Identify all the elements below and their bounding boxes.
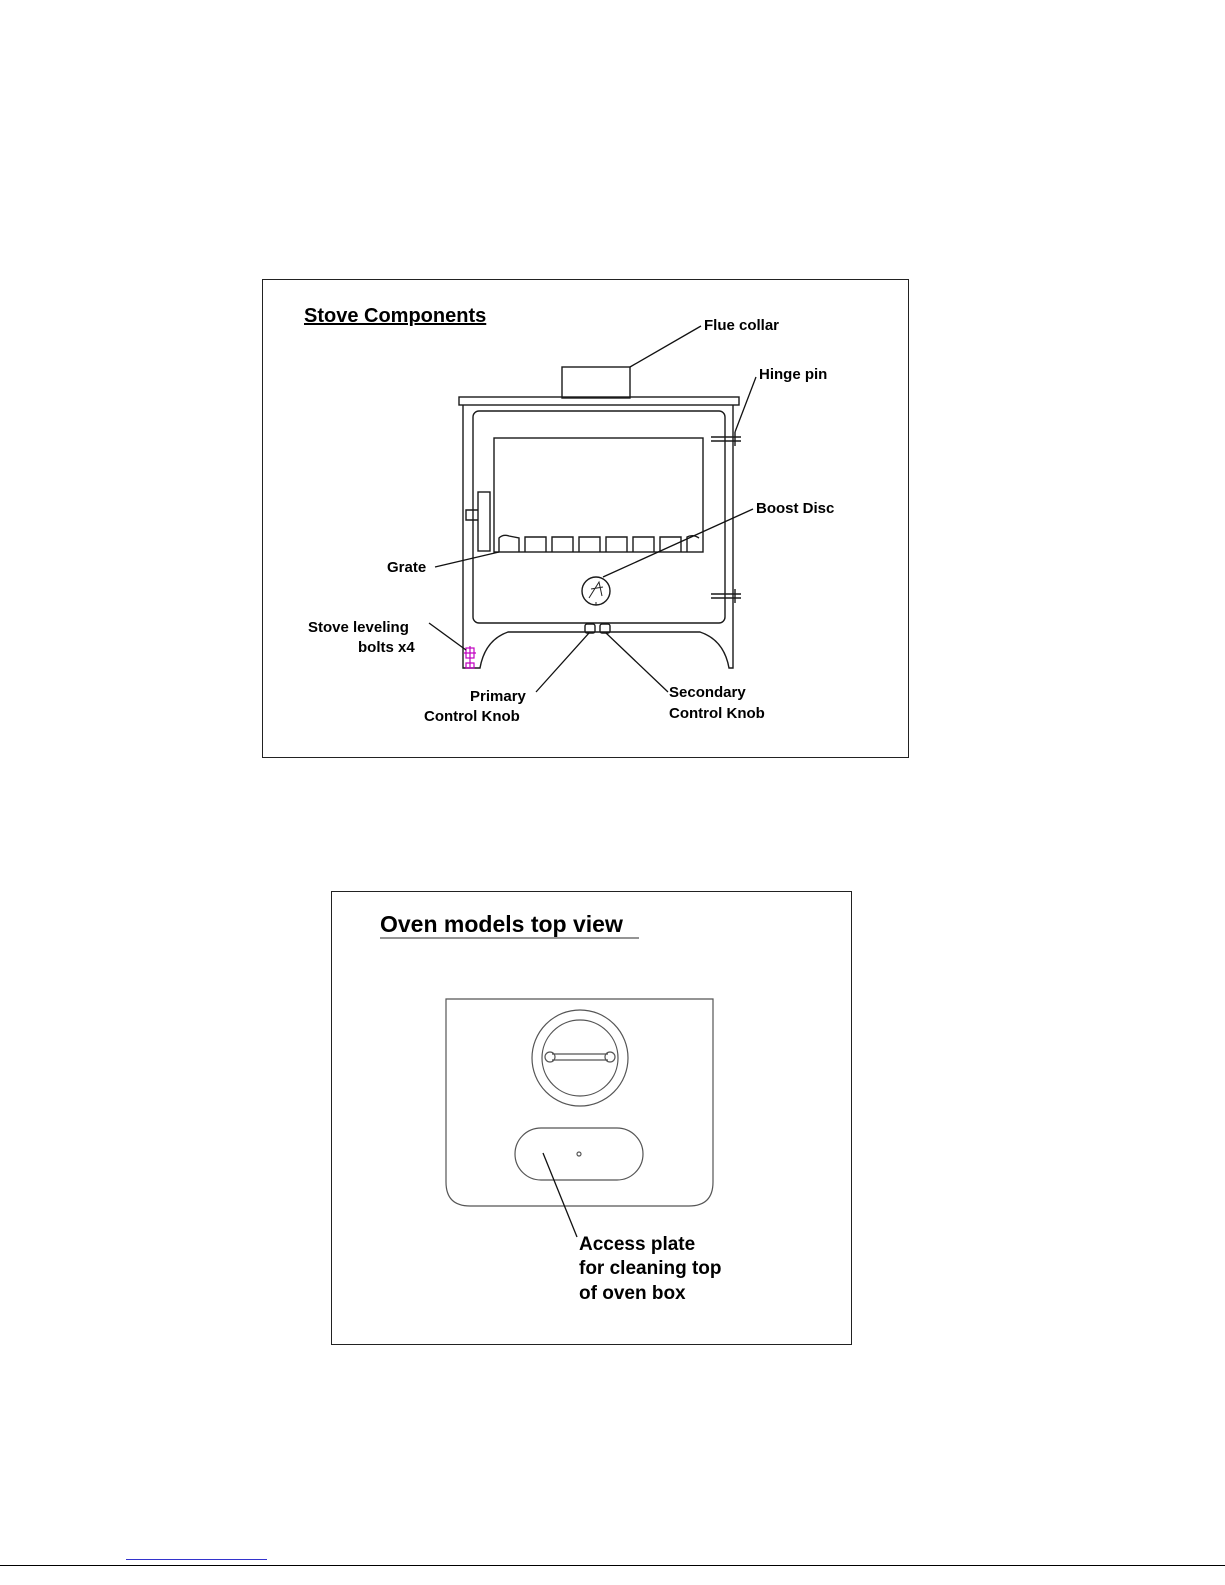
door-handle xyxy=(478,492,490,551)
door-glass xyxy=(494,438,703,552)
boost-disc-label: Boost Disc xyxy=(756,500,835,517)
oven-top-diagram xyxy=(332,892,853,1346)
access-plate-label-line3: of oven box xyxy=(579,1283,686,1304)
flue-ring xyxy=(532,1010,628,1106)
footer-link-underline[interactable] xyxy=(126,1559,267,1560)
lower-hinge xyxy=(711,589,741,603)
primary-knob-label-line2: Control Knob xyxy=(424,708,520,725)
primary-knob-leader xyxy=(536,633,589,692)
access-plate-leader xyxy=(543,1153,577,1237)
grate xyxy=(499,535,699,552)
stove-components-panel xyxy=(262,279,909,758)
stove-body xyxy=(459,367,741,668)
access-plate xyxy=(515,1128,643,1180)
secondary-knob-leader xyxy=(606,633,668,692)
leveling-bolt-leader xyxy=(429,623,466,650)
oven-top-view-title: Oven models top view xyxy=(380,911,623,937)
flue-collar-label: Flue collar xyxy=(704,317,780,334)
grate-label: Grate xyxy=(387,559,427,576)
secondary-knob-label-line1: Secondary xyxy=(669,684,746,701)
hinge-pin-label: Hinge pin xyxy=(759,366,828,383)
access-plate-screw xyxy=(577,1152,581,1156)
leveling-bolts-label-line1: Stove leveling xyxy=(308,619,409,636)
door-frame xyxy=(473,411,725,623)
access-plate-label-line2: for cleaning top xyxy=(579,1258,722,1279)
boost-disc-leader xyxy=(603,509,753,577)
primary-knob-label-line1: Primary xyxy=(470,688,526,705)
leveling-bolts-label-line2: bolts x4 xyxy=(358,639,415,656)
secondary-knob-label-line2: Control Knob xyxy=(669,705,765,722)
boost-disc xyxy=(582,577,610,605)
oven-top-view-panel xyxy=(331,891,852,1345)
flue-collar xyxy=(562,367,630,398)
upper-hinge xyxy=(711,432,741,446)
flue-collar-leader xyxy=(630,326,701,367)
oven-top-plate xyxy=(446,999,713,1206)
access-plate-label-line1: Access plate xyxy=(579,1234,696,1255)
stove-components-title: Stove Components xyxy=(304,305,487,327)
footer-rule xyxy=(0,1565,1225,1566)
grate-leader xyxy=(435,552,499,567)
stove-front-diagram xyxy=(263,280,910,759)
